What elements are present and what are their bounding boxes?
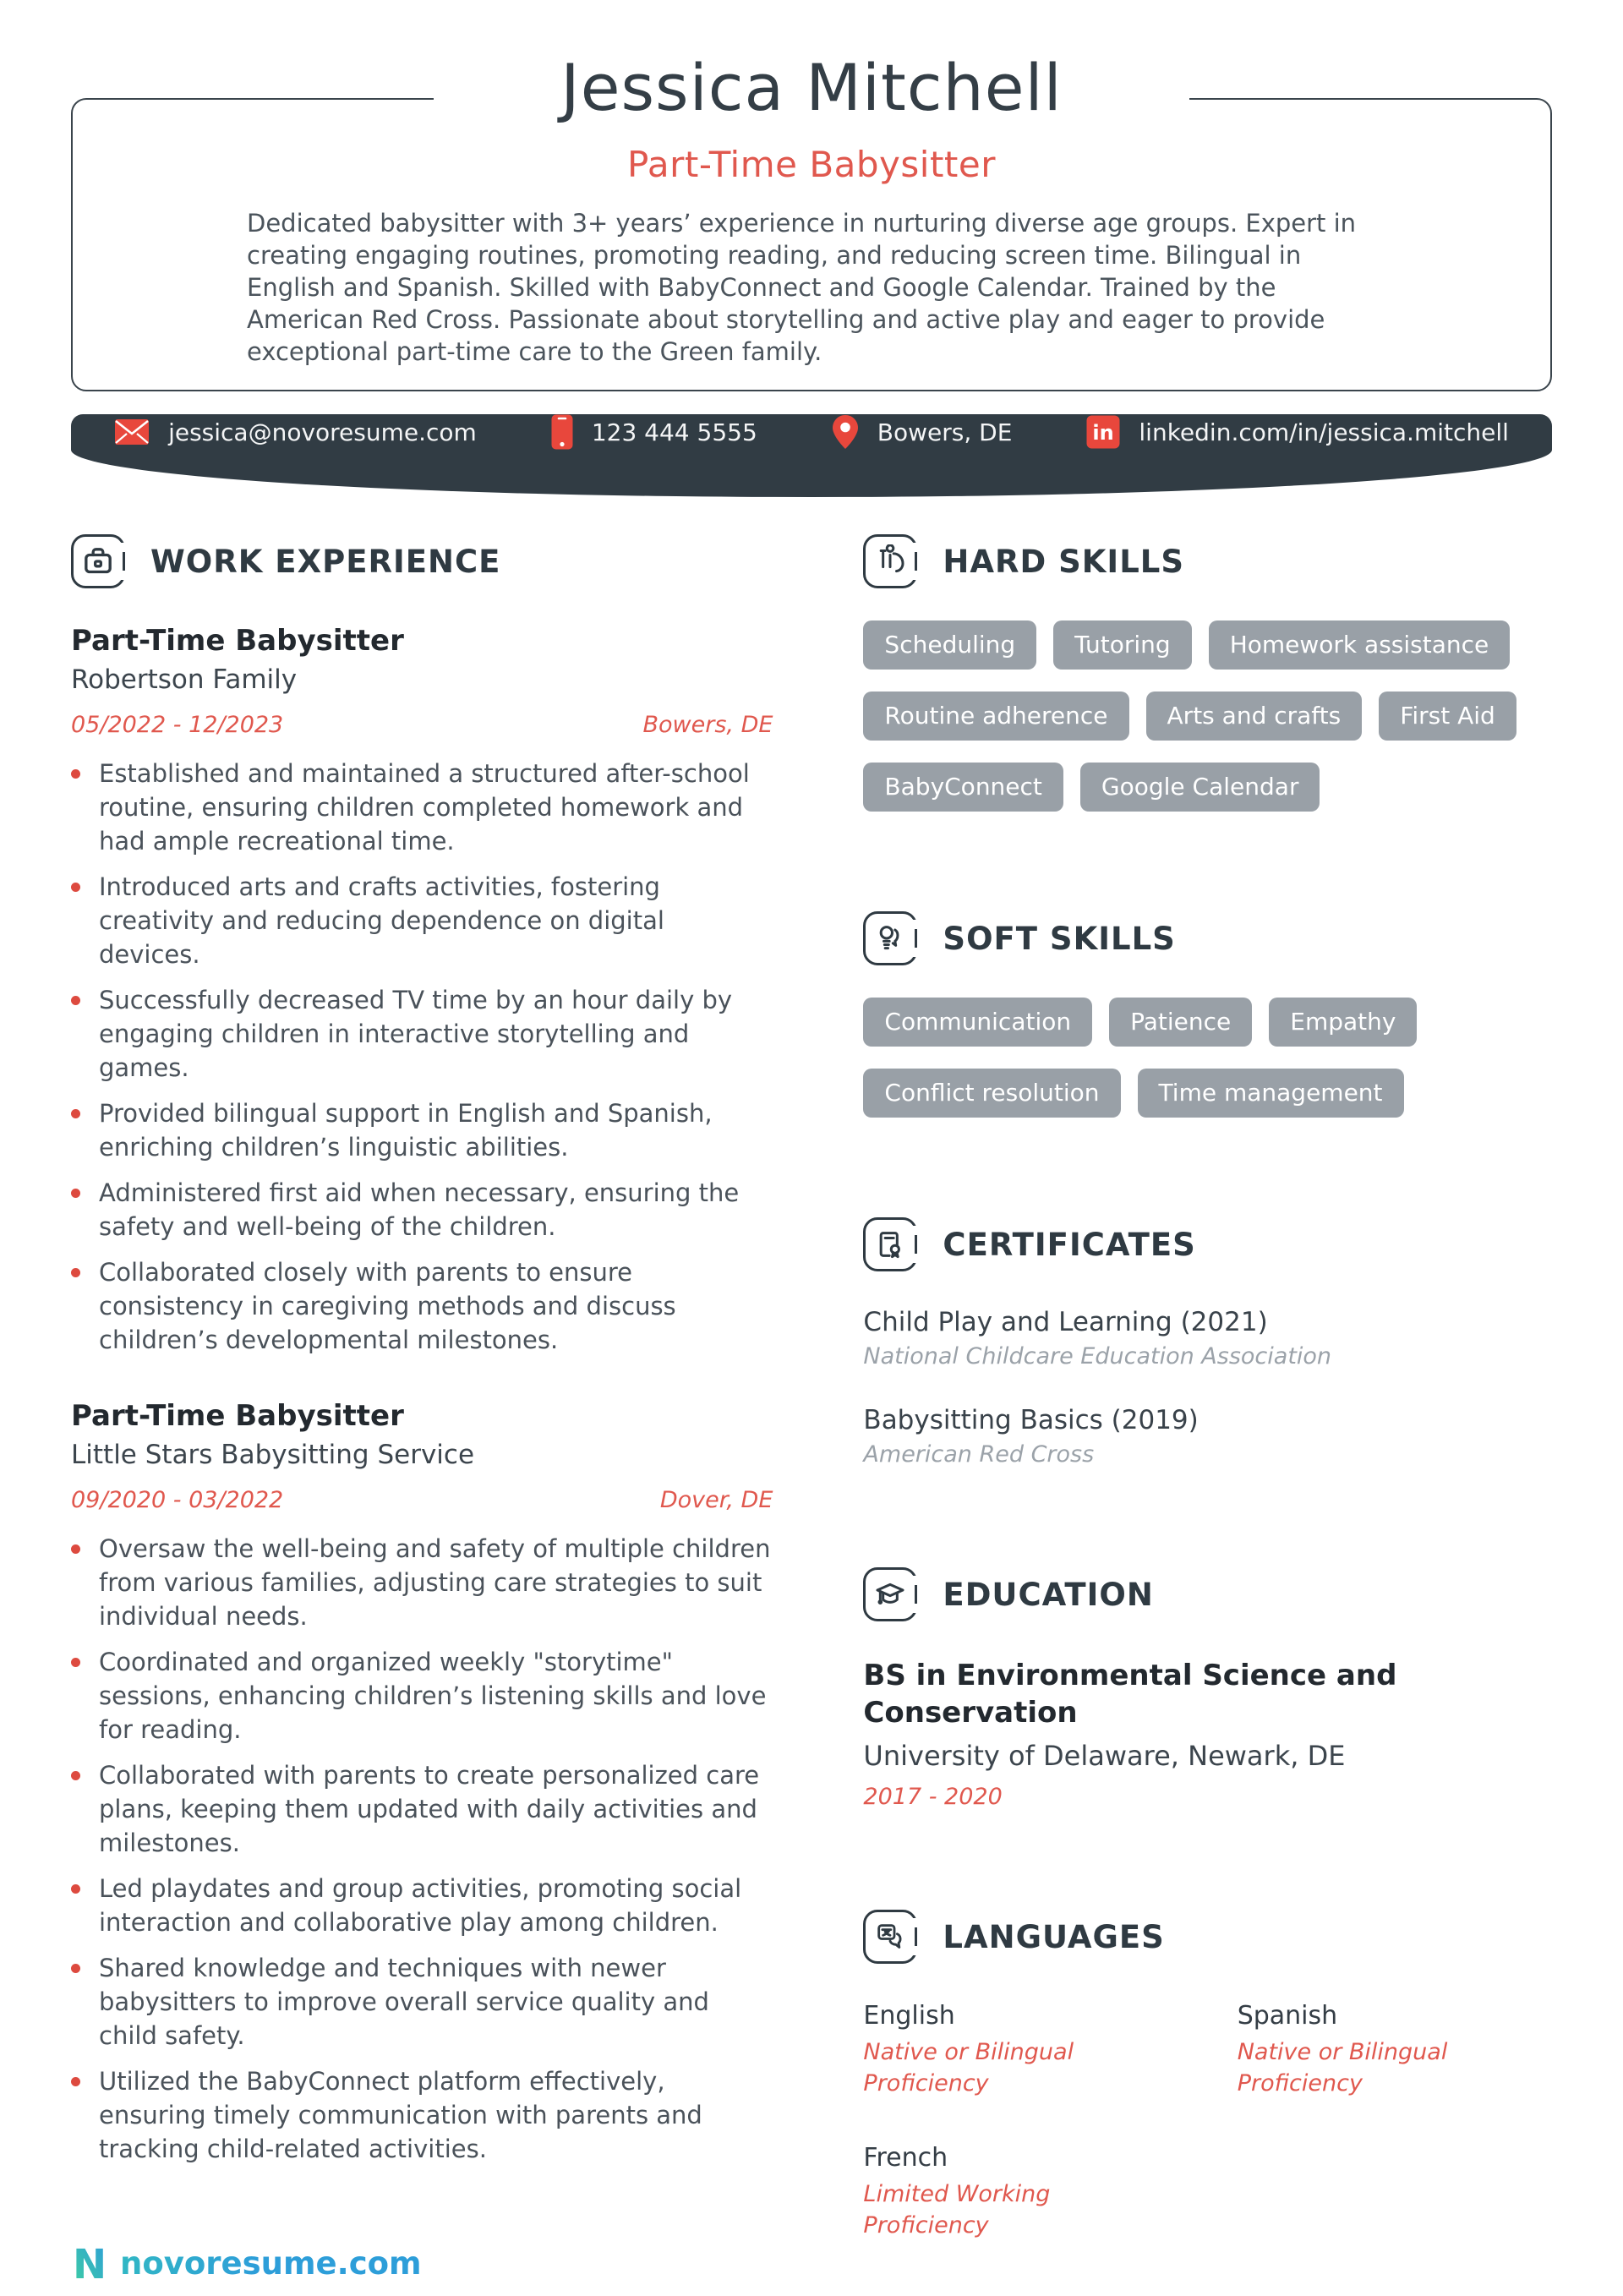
- bullet-dot: [71, 1658, 80, 1667]
- header-card: [71, 50, 1552, 391]
- bullet-dot: [71, 1964, 80, 1973]
- hard-skills-tags: [863, 620, 1552, 812]
- contact-email[interactable]: [114, 418, 477, 446]
- job-dates: 05/2022 - 12/2023: [71, 712, 284, 738]
- main-content: [71, 534, 1552, 2241]
- bullet-dot: [71, 769, 80, 779]
- svg-text:in: in: [1092, 421, 1115, 445]
- language-name: French: [863, 2143, 948, 2173]
- bullet-dot: [71, 996, 80, 1005]
- language-item: [1238, 2001, 1552, 2099]
- bullet-dot: [71, 1189, 80, 1198]
- translate-icon: [863, 1910, 917, 1964]
- soft-skills-heading: SOFT SKILLS: [943, 920, 1176, 957]
- graduation-cap-icon: [863, 1567, 917, 1621]
- job-entry: [71, 624, 773, 1357]
- brand-name[interactable]: novoresume.com: [120, 2244, 422, 2282]
- svg-text:N: N: [73, 2241, 107, 2286]
- language-name: English: [863, 2001, 955, 2031]
- contact-location-text: Bowers, DE: [877, 418, 1013, 446]
- skill-tag: Tutoring: [1053, 620, 1192, 670]
- certificate-icon: [863, 1217, 917, 1271]
- skill-tag: Patience: [1109, 998, 1252, 1047]
- language-level: Limited Working Proficiency: [863, 2181, 1051, 2239]
- hard-skills-heading: HARD SKILLS: [943, 543, 1184, 580]
- bullet-item: Administered first aid when necessary, ensuring the safety and well-being of the children.: [71, 1176, 773, 1244]
- contact-bar: [71, 414, 1552, 497]
- job-title: Part-Time Babysitter: [71, 624, 404, 658]
- contact-phone-text: 123 444 5555: [591, 418, 757, 446]
- skill-tag: First Aid: [1379, 692, 1516, 741]
- certificate-name: Babysitting Basics (2019): [863, 1405, 1199, 1435]
- tools-head-icon: [863, 534, 917, 588]
- job-bullets: [71, 757, 773, 1357]
- bullet-dot: [71, 1544, 80, 1554]
- certificate-item: [863, 1307, 1552, 1369]
- location-pin-icon: [832, 414, 859, 450]
- bullet-dot: [71, 1109, 80, 1118]
- job-location: Bowers, DE: [642, 712, 773, 738]
- novoresume-logo[interactable]: [71, 2241, 108, 2285]
- candidate-job-title: Part-Time Babysitter: [626, 144, 996, 185]
- linkedin-icon: [1086, 415, 1120, 449]
- bullet-item: Shared knowledge and techniques with newer babysitters to improve overall service quality and child safety.: [71, 1951, 773, 2053]
- job-entry: [71, 1399, 773, 2166]
- job-company: Robertson Family: [71, 664, 298, 695]
- job-bullets: [71, 1532, 773, 2166]
- bullet-dot: [71, 1771, 80, 1780]
- lightbulb-icon: [863, 911, 917, 965]
- job-location: Dover, DE: [659, 1487, 773, 1513]
- right-column: [863, 534, 1552, 2241]
- bullet-dot: [71, 1268, 80, 1277]
- contact-linkedin-text: linkedin.com/in/jessica.mitchell: [1139, 418, 1509, 446]
- section-languages: [863, 1910, 1552, 1964]
- language-name: Spanish: [1237, 2001, 1338, 2031]
- briefcase-icon: [71, 534, 125, 588]
- education-school: University of Delaware, Newark, DE: [863, 1740, 1346, 1773]
- contact-linkedin[interactable]: [1086, 415, 1509, 449]
- left-column: [71, 534, 773, 2241]
- language-level: Native or Bilingual Proficiency: [1237, 2039, 1448, 2096]
- bullet-item: Led playdates and group activities, promoting social interaction and collaborative play among children.: [71, 1872, 773, 1939]
- skill-tag: BabyConnect: [863, 763, 1063, 812]
- section-certificates: [863, 1217, 1552, 1271]
- candidate-name: Jessica Mitchell: [434, 52, 1189, 123]
- certificate-org: American Red Cross: [863, 1441, 1095, 1468]
- bullet-item: Introduced arts and crafts activities, fostering creativity and reducing dependence on digital devices.: [71, 870, 773, 971]
- contact-email-text: jessica@novoresume.com: [168, 418, 477, 446]
- skill-tag: Time management: [1138, 1069, 1404, 1118]
- certificate-item: [863, 1405, 1552, 1468]
- education-heading: EDUCATION: [943, 1576, 1154, 1613]
- job-dates: 09/2020 - 03/2022: [71, 1487, 284, 1513]
- work-experience-heading: WORK EXPERIENCE: [150, 543, 501, 580]
- languages-heading: LANGUAGES: [943, 1918, 1165, 1955]
- bullet-item: Coordinated and organized weekly "storytime" sessions, enhancing children’s listening skills and love for reading.: [71, 1645, 773, 1747]
- section-education: [863, 1567, 1552, 1621]
- skill-tag: Conflict resolution: [863, 1069, 1120, 1118]
- skill-tag: Communication: [863, 998, 1092, 1047]
- job-title: Part-Time Babysitter: [71, 1399, 404, 1433]
- phone-icon: [551, 414, 573, 450]
- language-level: Native or Bilingual Proficiency: [863, 2039, 1074, 2096]
- certificate-org: National Childcare Education Association: [863, 1343, 1332, 1369]
- page-title: [73, 52, 1550, 123]
- education-degree: BS in Environmental Science and Conservation: [863, 1659, 1397, 1730]
- languages-list: [863, 2001, 1552, 2241]
- skill-tag: Homework assistance: [1209, 620, 1511, 670]
- certificates-heading: CERTIFICATES: [943, 1226, 1196, 1263]
- soft-skills-tags: [863, 998, 1552, 1118]
- section-soft-skills: [863, 911, 1552, 965]
- skill-tag: Arts and crafts: [1146, 692, 1363, 741]
- skill-tag: Scheduling: [863, 620, 1036, 670]
- bullet-dot: [71, 883, 80, 892]
- job-company: Little Stars Babysitting Service: [71, 1440, 475, 1470]
- bullet-item: Collaborated with parents to create personalized care plans, keeping them updated with daily activities and milestones.: [71, 1758, 773, 1860]
- bullet-dot: [71, 1884, 80, 1894]
- skill-tag: Routine adherence: [863, 692, 1128, 741]
- section-hard-skills: [863, 534, 1552, 588]
- bullet-item: Collaborated closely with parents to ensure consistency in caregiving methods and discuss children’s developmental milestones.: [71, 1255, 773, 1357]
- footer-branding: [71, 2241, 1552, 2285]
- skill-tag: Empathy: [1269, 998, 1417, 1047]
- skill-tag: Google Calendar: [1080, 763, 1320, 812]
- bullet-item: Successfully decreased TV time by an hour daily by engaging children in interactive storytelling and games.: [71, 983, 773, 1085]
- bullet-item: Oversaw the well-being and safety of multiple children from various families, adjusting care strategies to suit individual needs.: [71, 1532, 773, 1633]
- bullet-item: Utilized the BabyConnect platform effectively, ensuring timely communication with parents and tracking child-related activities.: [71, 2064, 773, 2166]
- email-icon: [114, 418, 150, 446]
- contact-location[interactable]: [832, 414, 1013, 450]
- certificate-name: Child Play and Learning (2021): [863, 1307, 1268, 1337]
- bullet-item: Provided bilingual support in English and Spanish, enriching children’s linguistic abilities.: [71, 1096, 773, 1164]
- education-dates: 2017 - 2020: [863, 1784, 1003, 1811]
- bullet-dot: [71, 2077, 80, 2086]
- profile-summary: Dedicated babysitter with 3+ years’ experience in nurturing diverse age groups. Expert in creating engaging routines, promoting reading, and reducing screen time. Bilingual in English and Spanish. Skilled with BabyConnect and Google Calendar. Trained by the American Red Cross. Passionate about storytelling and active play and eager to provide exceptional part-time care to the Green family.: [247, 209, 1357, 366]
- section-work-experience: [71, 534, 773, 588]
- language-item: [863, 2001, 1178, 2099]
- bullet-item: Established and maintained a structured after-school routine, ensuring children completed homework and had ample recreational time.: [71, 757, 773, 858]
- contact-phone[interactable]: [551, 414, 757, 450]
- language-item: [863, 2143, 1178, 2241]
